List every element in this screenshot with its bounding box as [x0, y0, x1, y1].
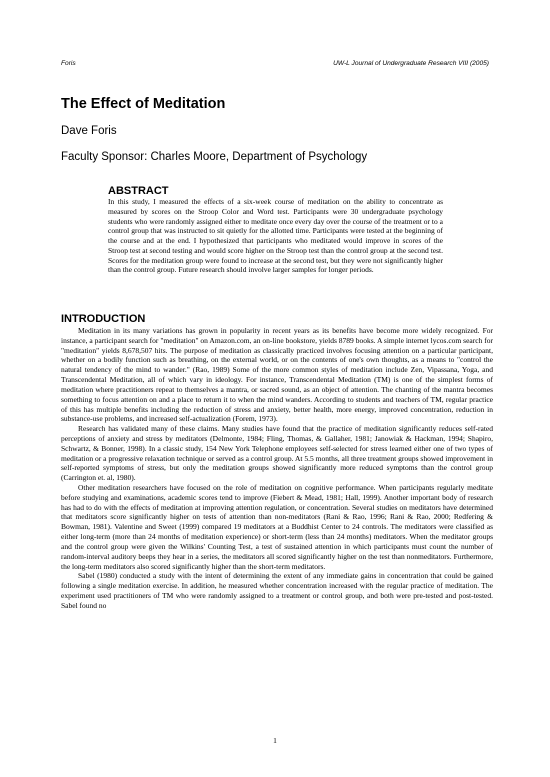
page-number: 1 [273, 736, 277, 745]
faculty-sponsor: Faculty Sponsor: Charles Moore, Department of Psychology [61, 151, 368, 163]
intro-paragraph-3: Other meditation researchers have focused on the role of meditation on cognitive performance. When participants regularly meditate before studying and examinations, academic scores tend to improve (Fiebert & Mead, 1981; Hall, 1999). Another important body of research has had to do with the effects of meditation at improving attention regulation, or concentration. Several studies on meditators have determined that meditators score significantly higher on tests of attention than non-meditators (Rani & Rao, 1996; Rani & Rao, 2000; Redfering & Bowman, 1981). Valentine and Sweet (1999) compared 19 meditators at a Buddhist Center to 24 controls. The meditators were classified as either long-term (more than 24 months of meditation experience) or short-term (less than 24 months) meditators. When the meditator groups and the control group were given the Wilkins' Counting Test, a test of sustained attention in which participants must count the number of random-interval auditory beeps they hear in a series, the meditators all scored significantly higher on the test than nonmeditators. Furthermore, the long-term meditators also scored significantly higher than the short-term meditators. [61, 483, 493, 571]
abstract-body: In this study, I measured the effects of a six-week course of meditation on the ability to concentrate as measured by scores on the Stroop Color and Word test. Participants were 30 undergraduate psychology students who were randomly assigned either to meditate once every day over the course of the treatment or to a control group that was instructed to sit quietly for the allotted time. Participants were tested at the beginning of the course and at the end. I hypothesized that participants who meditated would improve in scores of the Stroop test at second testing and would score higher on the Stroop test than the control group at the second test. Scores for the meditation group were found to increase at the second test, but they were not significantly higher than the control group. Future research should involve larger samples for longer periods. [108, 197, 443, 275]
running-header-journal: UW-L Journal of Undergraduate Research VIII (2005) [333, 60, 489, 67]
paper-title: The Effect of Meditation [61, 96, 226, 112]
running-header-author: Foris [61, 60, 76, 67]
introduction-heading: INTRODUCTION [61, 313, 146, 325]
abstract-heading: ABSTRACT [108, 185, 169, 197]
intro-paragraph-1: Meditation in its many variations has grown in popularity in recent years as its benefits have become more widely recognized. For instance, a participant search for "meditation" on Amazon.com, an on-line bookstore, yields 8789 books. A simple internet lycos.com search for "meditation" yields 8,678,507 hits. The purpose of meditation as classically practiced involves focusing attention on a particular participant, whether on a bodily function such as breathing, on the external world, or on the contents of one's own thoughts, as a means to "control the natural tendency of the mind to wander." (Rao, 1989) Some of the more common styles of meditation include Zen, Vipassana, Yoga, and Transcendental Meditation, all of which vary in ideology. For instance, Transcendental Meditation (TM) is one of the simplest forms of meditation where practitioners repeat to themselves a mantra, or sacred sound, as an object of attention. The chanting of the mantra becomes something to focus attention on and a place to return it to when the mind wanders. According to students and teachers of TM, regular practice of this has multiple benefits including the reduction of stress and anxiety, better health, more energy, improved concentration, reduction in substance-use problems, and increased self-actualization (Forem, 1973). [61, 326, 493, 424]
intro-paragraph-4: Sabel (1980) conducted a study with the intent of determining the extent of any immediate gains in concentration that could be gained following a single meditation exercise. In addition, he measured whether concentration increased with the regular practice of meditation. The experiment used practitioners of TM who were randomly assigned to a treatment or control group, and both were pre-tested and post-tested. Sabel found no [61, 571, 493, 610]
introduction-body [61, 326, 493, 611]
author-name: Dave Foris [61, 125, 117, 137]
intro-paragraph-2: Research has validated many of these claims. Many studies have found that the practice of meditation significantly reduces self-rated perceptions of anxiety and stress by meditators (Delmonte, 1984; Fling, Thomas, & Gallaher, 1981; Janowiak & Hackman, 1994; Shapiro, Schwartz, & Bonner, 1998). In a classic study, 154 New York Telephone employees self-selected for stress learned either one of two types of meditation or a progressive relaxation technique or served as a control group. At 5.5 months, all three treatment groups showed improvement in self-reported symptoms of stress, but only the meditation groups showed significantly more reduced symptoms than the control group (Carrington et. al, 1980). [61, 424, 493, 483]
